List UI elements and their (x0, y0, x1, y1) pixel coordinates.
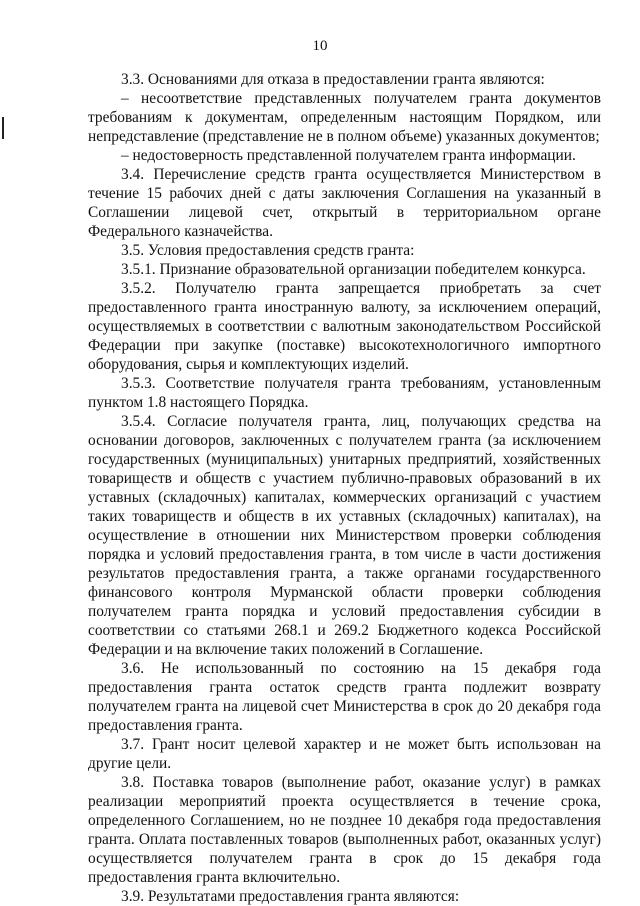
page-number: 10 (312, 38, 328, 54)
paragraph: – недостоверность представленной получателем гранта информации. (121, 147, 576, 164)
margin-mark (2, 117, 4, 139)
paragraph: 3.8. Поставка товаров (выполнение работ, оказание услуг) в рамках реализации мероприятий проекта осуществляется в течение срока, определенного Соглашением, но не позднее 10 декабря года предоставления гранта. Оплата поставленных товаров (выполненных работ, оказанных услуг) осуществляется получателем гранта в срок до 15 декабря года предоставления гранта включительно. (88, 774, 601, 886)
paragraph: 3.9. Результатами предоставления гранта являются: (121, 888, 460, 905)
paragraph: 3.4. Перечисление средств гранта осуществляется Министерством в течение 15 рабочих дней с даты заключения Соглашения на указанный в Соглашении лицевой счет, открытый в территориальном органе Федерального казначейства. (88, 166, 601, 240)
paragraph: 3.5. Условия предоставления средств гранта: (121, 242, 415, 259)
paragraph: 3.3. Основаниями для отказа в предоставлении гранта являются: (121, 71, 545, 88)
paragraph: – несоответствие представленных получателем гранта документов требованиям к документам, определенным настоящим Порядком, или непредставление (представление не в полном объеме) указанных документов; (88, 90, 601, 145)
document-body (88, 70, 601, 906)
paragraph: 3.5.2. Получателю гранта запрещается приобретать за счет предоставленного гранта иностранную валюту, за исключением операций, осуществляемых в соответствии с валютным законодательством Российской Федерации при закупке (поставке) высокотехнологичного импортного оборудования, сырья и комплектующих изделий. (88, 280, 601, 373)
paragraph: 3.5.3. Соответствие получателя гранта требованиям, установленным пунктом 1.8 настоящего Порядка. (88, 375, 601, 411)
paragraph: 3.6. Не использованный по состоянию на 15 декабря года предоставления гранта остаток средств гранта подлежит возврату получателем гранта на лицевой счет Министерства в срок до 20 декабря года предоставления гранта. (88, 660, 601, 734)
paragraph: 3.5.1. Признание образовательной организации победителем конкурса. (121, 261, 586, 278)
paragraph: 3.5.4. Согласие получателя гранта, лиц, получающих средства на основании договоров, заключенных с получателем гранта (за исключением государственных (муниципальных) унитарных предприятий, хозяйственных товариществ и обществ с участием публично-правовых образований в их уставных (складочных) капиталах, коммерческих организаций с участием таких товариществ и обществ в их уставных (складочных) капиталах), на осуществление в отношении них Министерством проверки соблюдения порядка и условий предоставления гранта, в том числе в части достижения результатов предоставления гранта, а также органами государственного финансового контроля Мурманской области проверки соблюдения получателем гранта порядка и условий предоставления субсидии в соответствии со статьями 268.1 и 269.2 Бюджетного кодекса Российской Федерации и на включение таких положений в Соглашение. (88, 413, 601, 658)
paragraph: 3.7. Грант носит целевой характер и не может быть использован на другие цели. (88, 736, 601, 772)
